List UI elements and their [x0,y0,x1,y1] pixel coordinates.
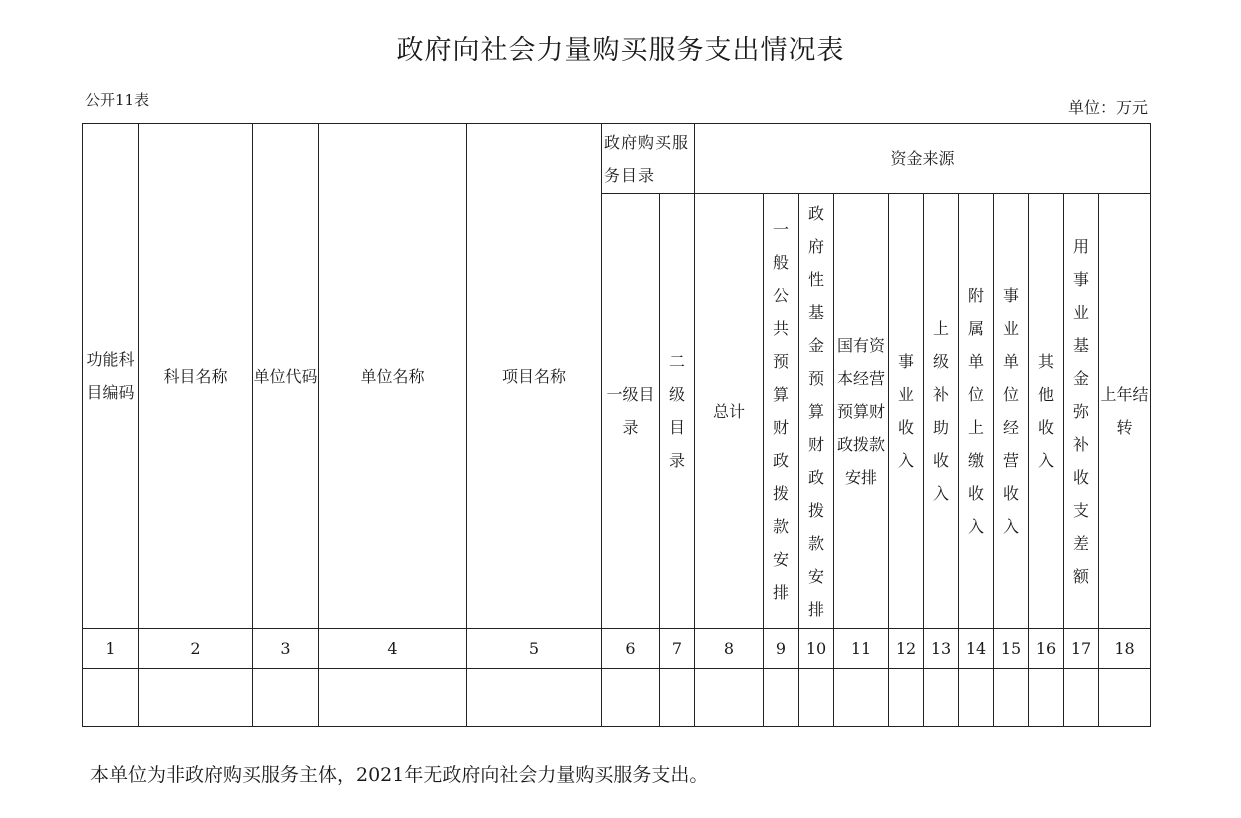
data-cell [764,669,799,727]
data-cell [83,669,139,727]
data-cell [1099,669,1151,727]
column-number: 6 [602,629,660,669]
data-cell [834,669,889,727]
header-project-name: 项目名称 [467,124,602,629]
column-number: 1 [83,629,139,669]
column-number: 2 [139,629,253,669]
header-general-budget: 一般公共预算财政拨款安排 [764,194,799,629]
header-carryover: 上年结转 [1099,194,1151,629]
unit-label: 单位：万元 [1067,98,1148,117]
header-fund-source: 资金来源 [695,124,1151,194]
header-purchase-directory: 政府购买服务目录 [602,124,695,194]
column-number: 3 [253,629,319,669]
column-number: 18 [1099,629,1151,669]
header-level2: 二级目录 [660,194,695,629]
data-cell [139,669,253,727]
column-number: 4 [319,629,467,669]
data-cell [253,669,319,727]
table-row [83,669,1151,727]
header-affiliated-income: 附属单位上缴收入 [959,194,994,629]
column-number: 7 [660,629,695,669]
data-cell [959,669,994,727]
column-number: 11 [834,629,889,669]
header-level1: 一级目录 [602,194,660,629]
data-cell [889,669,924,727]
data-cell [695,669,764,727]
column-number: 13 [924,629,959,669]
data-cell [602,669,660,727]
column-number: 10 [799,629,834,669]
header-subject-name: 科目名称 [139,124,253,629]
column-number: 15 [994,629,1029,669]
column-number: 5 [467,629,602,669]
data-cell [319,669,467,727]
header-business-income: 事业收入 [889,194,924,629]
header-superior-subsidy: 上级补助收入 [924,194,959,629]
column-number: 8 [695,629,764,669]
header-total: 总计 [695,194,764,629]
header-fund-offset: 用事业基金弥补收支差额 [1064,194,1099,629]
footnote: 本单位为非政府购买服务主体，2021年无政府向社会力量购买服务支出。 [90,764,709,786]
header-gov-fund: 政府性基金预算财政拨款安排 [799,194,834,629]
column-number: 9 [764,629,799,669]
data-cell [799,669,834,727]
data-cell [1064,669,1099,727]
header-func-code: 功能科目编码 [83,124,139,629]
header-state-capital: 国有资本经营预算财政拨款安排 [834,194,889,629]
column-number-row [83,629,1151,669]
column-number: 12 [889,629,924,669]
column-number: 14 [959,629,994,669]
header-unit-name: 单位名称 [319,124,467,629]
header-operating-income: 事业单位经营收入 [994,194,1029,629]
data-cell [1029,669,1064,727]
data-cell [467,669,602,727]
purchase-services-table [82,123,1151,727]
header-unit-code: 单位代码 [253,124,319,629]
column-number: 17 [1064,629,1099,669]
data-cell [994,669,1029,727]
data-cell [660,669,695,727]
column-number: 16 [1029,629,1064,669]
form-number: 公开11表 [85,91,150,109]
data-cell [924,669,959,727]
page-title: 政府向社会力量购买服务支出情况表 [396,35,845,66]
header-other-income: 其他收入 [1029,194,1064,629]
